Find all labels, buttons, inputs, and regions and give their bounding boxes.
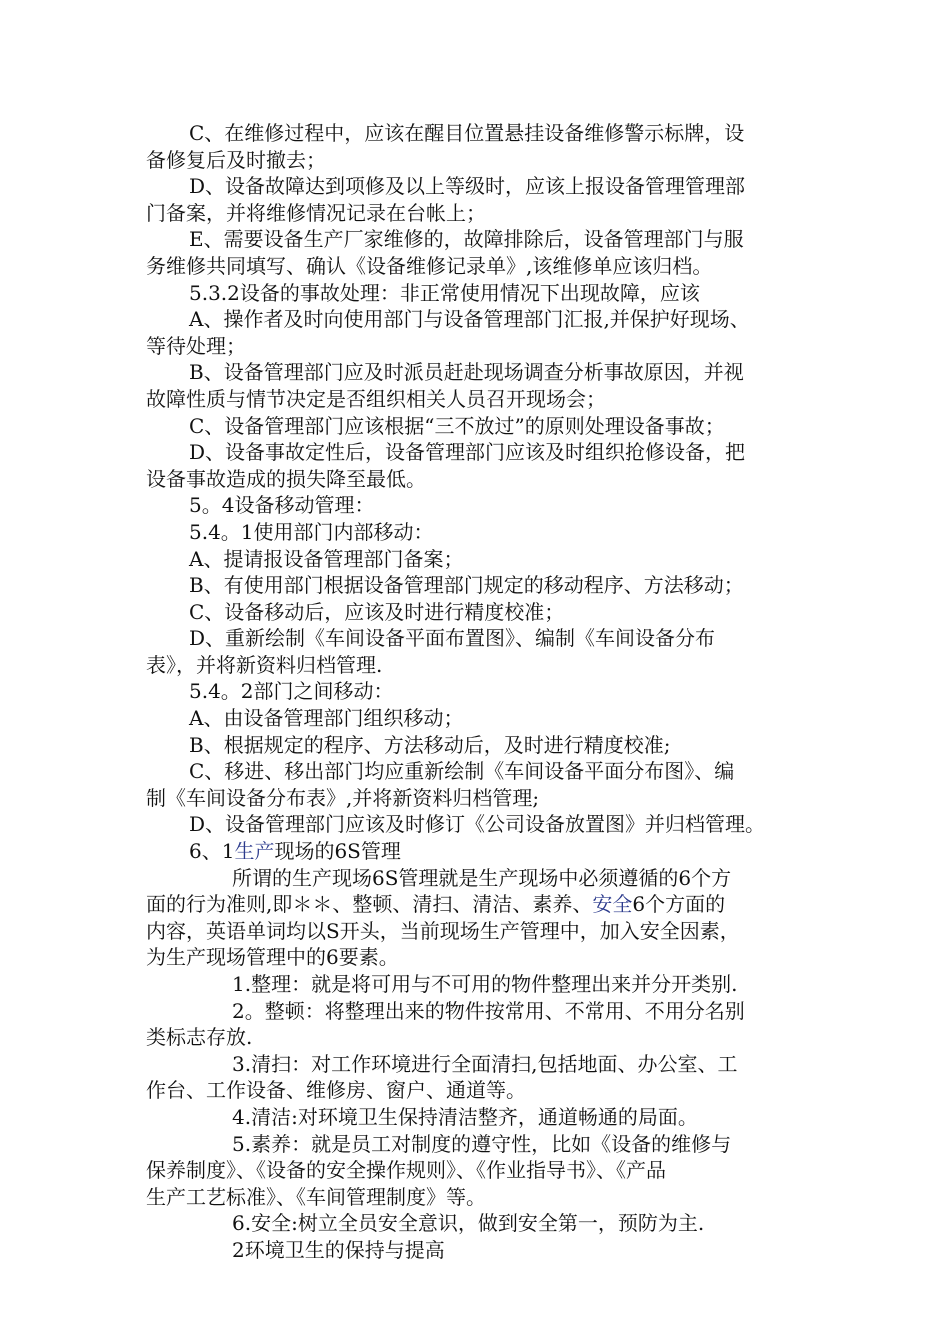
paragraph-line: 设备事故造成的损失降至最低。 [146, 466, 426, 491]
paragraph-line: 类标志存放. [146, 1025, 253, 1050]
paragraph-line: 保养制度》、《设备的安全操作规则》、《作业指导书》、《产品 [146, 1158, 666, 1183]
paragraph-line: D、设备管理部门应该及时修订《公司设备放置图》并归档管理。 [189, 812, 766, 837]
paragraph-line: 务维修共同填写、确认《设备维修记录单》,该维修单应该归档。 [146, 253, 713, 278]
paragraph-line: A、操作者及时向使用部门与设备管理部门汇报,并保护好现场、 [189, 307, 750, 332]
paragraph-line: A、由设备管理部门组织移动； [189, 706, 464, 731]
paragraph-line: 制《车间设备分布表》,并将新资料归档管理; [146, 785, 540, 810]
section-equipment-management [146, 120, 826, 838]
paragraph-line: C、移进、移出部门均应重新绘制《车间设备平面分布图》、编 [189, 759, 735, 784]
paragraph-line: B、设备管理部门应及时派员赶赴现场调查分析事故原因，并视 [189, 360, 744, 385]
paragraph-line: B、根据规定的程序、方法移动后，及时进行精度校准; [189, 732, 671, 757]
paragraph-line: 2环境卫生的保持与提高 [232, 1237, 445, 1262]
paragraph-line: 1.整理：就是将可用与不可用的物件整理出来并分开类别. [232, 972, 738, 996]
paragraph-line: 5.3.2设备的事故处理：非正常使用情况下出现故障，应该 [189, 280, 700, 305]
paragraph-line: 备修复后及时撤去； [146, 147, 326, 172]
paragraph-line: 等待处理； [146, 333, 246, 358]
paragraph-line: 所谓的生产现场6S管理就是生产现场中必须遵循的6个方 [232, 865, 732, 890]
paragraph-line: 表》，并将新资料归档管理. [146, 652, 383, 677]
document-body [146, 120, 826, 1264]
heading-6s-management [146, 838, 826, 865]
paragraph-line: 2。整顿：将整理出来的物件按常用、不常用、不用分名别 [232, 998, 745, 1023]
section-6s-details [146, 918, 826, 1264]
paragraph-line [146, 891, 826, 918]
paragraph-line: 为生产现场管理中的6要素。 [146, 945, 399, 970]
paragraph-line: 6.安全:树立全员安全意识，做到安全第一，预防为主. [232, 1211, 705, 1236]
paragraph-line: C、设备管理部门应该根据“三不放过”的原则处理设备事故； [189, 413, 725, 438]
paragraph-line: 故障性质与情节决定是否组织相关人员召开现场会； [146, 386, 606, 411]
paragraph-line: 作台、工作设备、维修房、窗户、通道等。 [146, 1078, 526, 1103]
paragraph-line: D、设备故障达到项修及以上等级时，应该上报设备管理管理部 [189, 174, 746, 199]
paragraph-line: C、设备移动后，应该及时进行精度校准； [189, 599, 565, 624]
paragraph-line: D、设备事故定性后，设备管理部门应该及时组织抢修设备，把 [189, 440, 746, 465]
paragraph-line: E、需要设备生产厂家维修的，故障排除后，设备管理部门与服 [189, 227, 744, 252]
paragraph-line: 4.清洁:对环境卫生保持清洁整齐，通道畅通的局面。 [232, 1104, 698, 1129]
paragraph-line: 门备案，并将维修情况记录在台帐上； [146, 200, 486, 225]
link-production[interactable]: 生产 [234, 839, 275, 864]
text-segment: 面的行为准则,即＊＊、整顿、清扫、清洁、素养、 [146, 892, 593, 917]
text-segment: 6个方面的 [632, 892, 726, 917]
paragraph-line: A、提请报设备管理部门备案； [189, 546, 464, 571]
paragraph-line: 内容，英语单词均以S开头，当前现场生产管理中，加入安全因素， [146, 918, 740, 943]
paragraph-line: 5.4。2部门之间移动： [189, 679, 394, 704]
paragraph-line: B、有使用部门根据设备管理部门规定的移动程序、方法移动； [189, 573, 744, 598]
paragraph-line: 生产工艺标准》、《车间管理制度》等。 [146, 1184, 486, 1209]
heading-prefix: 6、1 [189, 839, 235, 864]
paragraph-line: 3.清扫：对工作环境进行全面清扫,包括地面、办公室、工 [232, 1051, 738, 1076]
paragraph-line: D、重新绘制《车间设备平面布置图》、编制《车间设备分布 [189, 626, 716, 651]
paragraph-line: C、在维修过程中，应该在醒目位置悬挂设备维修警示标牌，设 [189, 121, 745, 145]
paragraph-line: 5。4设备移动管理： [189, 493, 375, 518]
paragraph-line: 5.素养：就是员工对制度的遵守性，比如《设备的维修与 [232, 1131, 732, 1156]
paragraph-line: 5.4。1使用部门内部移动： [189, 519, 434, 544]
link-safety[interactable]: 安全 [592, 892, 633, 917]
heading-suffix: 现场的6S管理 [274, 839, 401, 864]
